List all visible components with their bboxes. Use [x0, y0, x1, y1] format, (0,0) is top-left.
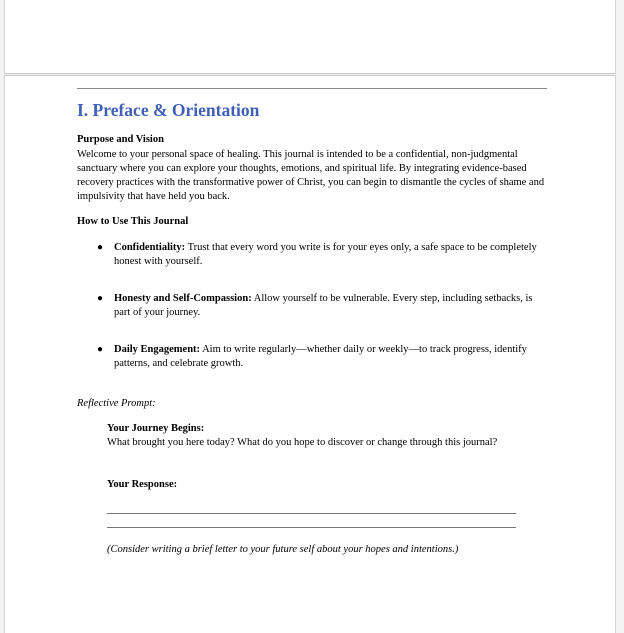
list-item-label: Honesty and Self-Compassion:: [114, 293, 252, 304]
response-line[interactable]: [107, 513, 516, 514]
list-item-label: Daily Engagement:: [114, 344, 201, 355]
previous-page-bottom: [4, 0, 616, 74]
document-page: [4, 75, 616, 633]
list-item: [97, 343, 547, 371]
response-label: [107, 478, 517, 492]
list-item-text: [114, 343, 547, 371]
section-title: I. Preface & Orientation: [77, 100, 260, 120]
bullet-icon: ●: [97, 293, 104, 304]
list-item-body: Aim to write regularly—whether daily or weekly—to track progress, identify patterns, and celebrate growth.: [114, 344, 527, 369]
response-line[interactable]: [107, 527, 516, 528]
prompt-heading-text: Your Journey Begins:: [107, 423, 205, 434]
reflective-label: Reflective Prompt:: [77, 398, 156, 409]
prompt-heading: [107, 422, 517, 436]
purpose-text: Welcome to your personal space of healing. This journal is intended to be a confidential, non-judgmental sanctuary where you can explore your thoughts, emotions, and spiritual life. By integrating evidence-based recovery practices with the transformative power of Christ, you can begin to dismantle the cycles of shame and impulsivity that have held you back.: [77, 149, 545, 202]
response-label-text: Your Response:: [107, 479, 178, 490]
list-item: [97, 241, 547, 269]
list-item-label: Confidentiality:: [114, 242, 186, 253]
purpose-heading: Purpose and Vision: [77, 134, 164, 145]
list-item-text: [114, 292, 547, 320]
list-item-text: [114, 241, 547, 269]
list-item-body: Allow yourself to be vulnerable. Every step, including setbacks, is part of your journey.: [114, 293, 533, 318]
future-self-note: (Consider writing a brief letter to your future self about your hopes and intentions.): [107, 544, 459, 555]
top-divider: [77, 88, 547, 89]
list-item: [97, 292, 547, 320]
howto-heading: How to Use This Journal: [77, 216, 189, 227]
prompt-text: What brought you here today? What do you hope to discover or change through this journal?: [107, 437, 498, 448]
bullet-icon: ●: [97, 344, 104, 355]
list-item-body: Trust that every word you write is for your eyes only, a safe space to be completely honest with yourself.: [114, 242, 537, 267]
bullet-icon: ●: [97, 242, 104, 253]
